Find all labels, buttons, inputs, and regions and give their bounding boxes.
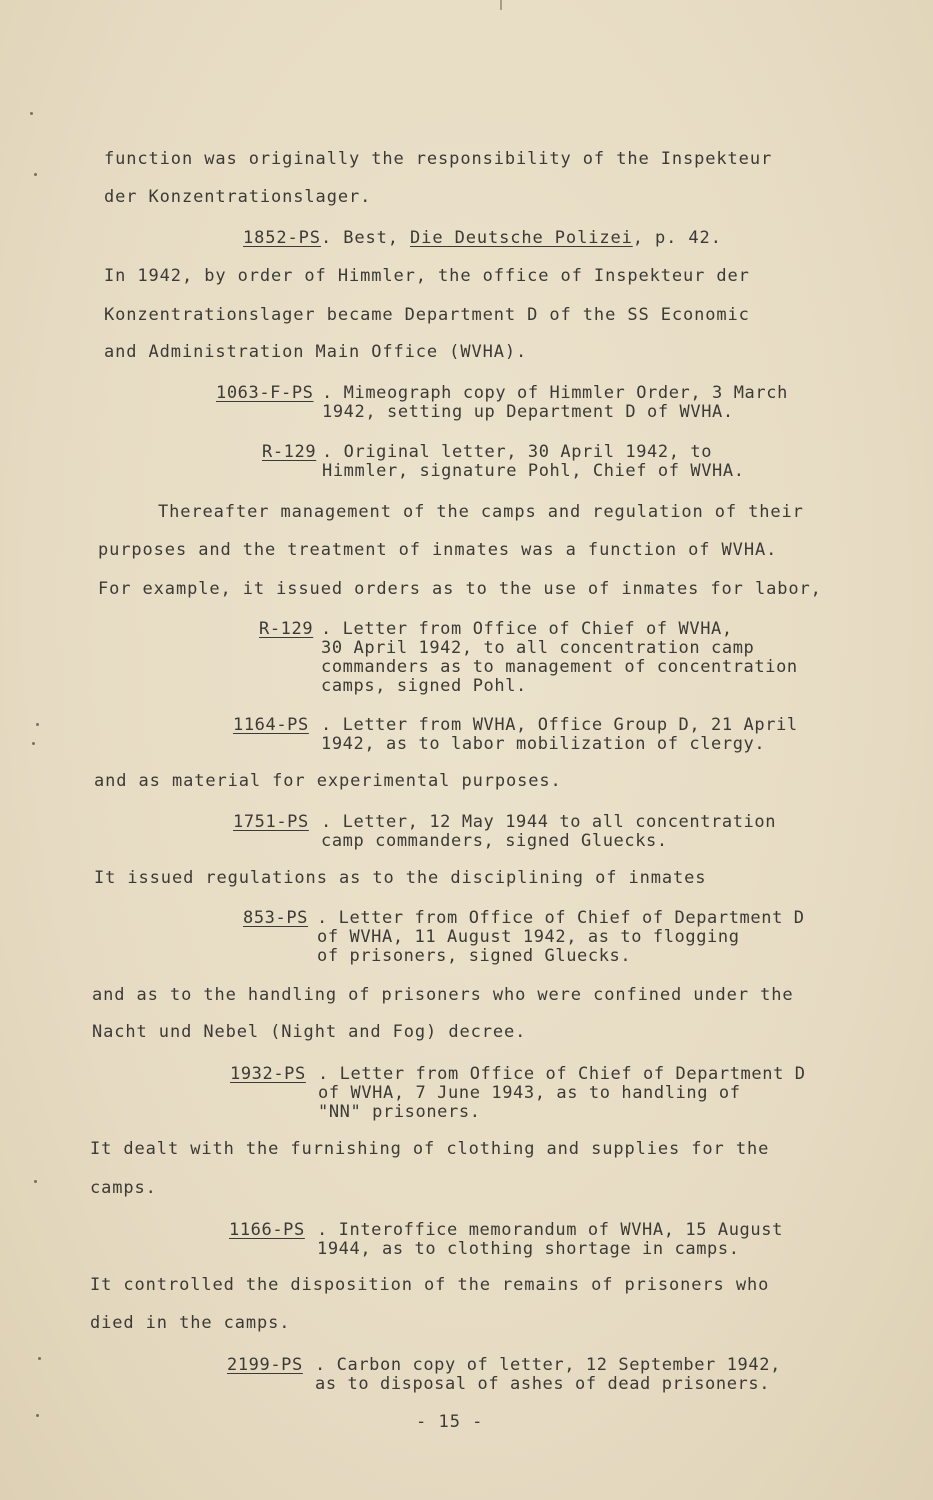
page-number: - 15 - <box>416 1412 484 1432</box>
margin-speck <box>32 742 35 745</box>
body-line: and as to the handling of prisoners who were confined under the <box>92 985 794 1005</box>
citation-text: . Mimeograph copy of Himmler Order, 3 March 1942, setting up Department D of WVHA. <box>322 383 788 422</box>
citation-block <box>259 620 879 700</box>
citation-block <box>233 716 853 756</box>
citation-block <box>216 384 836 424</box>
citation-ref: 1166-PS <box>229 1220 305 1240</box>
citation-text: , p. 42. <box>632 228 722 248</box>
body-line: and as material for experimental purposes. <box>94 771 562 791</box>
citation-block <box>229 1221 849 1261</box>
citation-ref: R-129 <box>262 442 317 462</box>
body-line: For example, it issued orders as to the use of inmates for labor, <box>98 579 822 599</box>
margin-speck <box>38 1357 41 1360</box>
citation-ref: 1164-PS <box>233 715 309 735</box>
body-line: function was originally the responsibility of the Inspekteur <box>104 149 773 169</box>
citation-title: Die Deutsche Polizei <box>410 228 633 248</box>
citation-block <box>243 909 863 969</box>
citation-ref: R-129 <box>259 619 314 639</box>
body-line: Konzentrationslager became Department D of the SS Economic <box>104 305 750 325</box>
citation-ref: 1852-PS <box>243 228 321 248</box>
citation-ref: 1063-F-PS <box>216 383 314 403</box>
margin-speck <box>34 1180 37 1183</box>
margin-speck <box>30 112 33 115</box>
citation-ref: 1932-PS <box>230 1064 306 1084</box>
citation-ref: 1751-PS <box>233 812 309 832</box>
body-line: It controlled the disposition of the remains of prisoners who <box>90 1275 770 1295</box>
body-line: der Konzentrationslager. <box>104 187 372 207</box>
citation-block <box>262 443 822 483</box>
body-line: camps. <box>90 1178 157 1198</box>
citation-text: . Letter from Office of Chief of Department D of WVHA, 7 June 1943, as to handling of "NN" prisoners. <box>318 1064 806 1122</box>
citation-text: . Letter from Office of Chief of WVHA, 30 April 1942, to all concentration camp commanders as to management of concentration camps, signed Pohl. <box>321 619 798 696</box>
citation-ref: 853-PS <box>243 908 309 928</box>
body-line: In 1942, by order of Himmler, the office of Inspekteur der <box>104 266 750 286</box>
citation-text: . Best, <box>320 228 411 248</box>
citation-1852-ps <box>243 229 722 248</box>
body-line: Thereafter management of the camps and regulation of their <box>158 502 804 522</box>
margin-speck <box>36 1414 39 1417</box>
body-line: It dealt with the furnishing of clothing and supplies for the <box>90 1139 770 1159</box>
body-line: It issued regulations as to the disciplining of inmates <box>94 868 707 888</box>
top-edge-mark <box>500 0 502 10</box>
citation-block <box>227 1356 847 1396</box>
citation-block <box>233 813 833 853</box>
citation-text: . Letter from WVHA, Office Group D, 21 April 1942, as to labor mobilization of clergy. <box>321 715 798 754</box>
margin-speck <box>34 173 37 176</box>
citation-text: . Letter from Office of Chief of Department D of WVHA, 11 August 1942, as to flogging of prisoners, signed Gluecks. <box>317 908 805 966</box>
margin-speck <box>36 723 39 726</box>
citation-ref: 2199-PS <box>227 1355 303 1375</box>
citation-text: . Interoffice memorandum of WVHA, 15 August 1944, as to clothing shortage in camps. <box>317 1220 783 1259</box>
body-line: Nacht und Nebel (Night and Fog) decree. <box>92 1022 527 1042</box>
body-line: purposes and the treatment of inmates was a function of WVHA. <box>98 540 778 560</box>
body-line: died in the camps. <box>90 1313 291 1333</box>
citation-block <box>230 1065 860 1125</box>
citation-text: . Carbon copy of letter, 12 September 1942, as to disposal of ashes of dead prisoners. <box>315 1355 781 1394</box>
citation-text: . Original letter, 30 April 1942, to Himmler, signature Pohl, Chief of WVHA. <box>322 442 745 481</box>
body-line: and Administration Main Office (WVHA). <box>104 342 528 362</box>
citation-text: . Letter, 12 May 1944 to all concentration camp commanders, signed Gluecks. <box>321 812 777 851</box>
